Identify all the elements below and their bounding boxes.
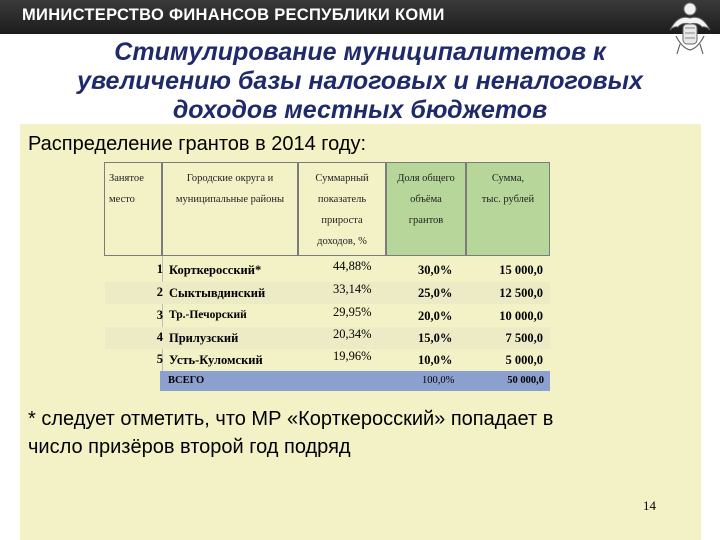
total-share: 100,0%	[422, 375, 455, 386]
total-label: ВСЕГО	[168, 375, 205, 386]
top-banner	[0, 0, 720, 34]
sum-cell: 7 500,0	[505, 331, 543, 345]
district-cell: Усть-Куломский	[169, 353, 263, 367]
indicator-cell: 29,95%	[333, 305, 372, 319]
total-row	[160, 371, 550, 391]
sum-cell: 12 500,0	[499, 286, 543, 300]
table-row	[105, 259, 550, 281]
table-row	[105, 305, 550, 327]
share-cell: 20,0%	[418, 309, 453, 323]
rank-cell: 1	[156, 262, 163, 276]
sum-cell: 10 000,0	[499, 309, 543, 323]
indicator-cell: 19,96%	[333, 349, 372, 363]
share-cell: 25,0%	[418, 286, 453, 300]
header-district: Городские округа и муниципальные районы	[162, 162, 298, 256]
district-cell: Прилузский	[169, 331, 239, 345]
share-cell: 10,0%	[418, 353, 453, 367]
sum-cell: 5 000,0	[505, 353, 543, 367]
header-indicator: Суммарный показатель прироста доходов, %	[298, 162, 386, 256]
share-cell: 15,0%	[418, 331, 453, 345]
rank-cell: 3	[156, 308, 163, 322]
district-cell: Сыктывдинский	[169, 286, 266, 300]
page-number: 14	[643, 498, 656, 513]
grants-subtitle: Распределение грантов в 2014 году:	[28, 133, 367, 155]
rank-cell: 5	[156, 352, 163, 366]
slide-title: Стимулирование муниципалитетов к увеличению базы налоговых и неналоговых доходов местных бюджетов	[77, 38, 643, 124]
footnote: * следует отметить, что МР «Корткеросский» попадает в число призёров второй год подряд	[28, 408, 554, 458]
indicator-cell: 44,88%	[333, 259, 372, 273]
table-row	[105, 327, 550, 349]
header-place: Занятое место	[104, 162, 162, 256]
district-cell: Корткеросский*	[169, 263, 262, 277]
indicator-cell: 33,14%	[333, 282, 372, 296]
sum-cell: 15 000,0	[499, 263, 543, 277]
share-cell: 30,0%	[418, 263, 453, 277]
header-sum: Сумма, тыс. рублей	[466, 162, 550, 256]
table-row	[105, 349, 550, 371]
header-share: Доля общего объёма грантов	[386, 162, 466, 256]
district-cell: Тр.-Печорский	[169, 309, 247, 321]
ministry-title: МИНИСТЕРСТВО ФИНАНСОВ РЕСПУБЛИКИ КОМИ	[22, 6, 445, 24]
total-sum: 50 000,0	[507, 375, 544, 386]
rank-cell: 4	[156, 330, 163, 344]
table-row	[105, 282, 550, 304]
indicator-cell: 20,34%	[333, 327, 372, 341]
rank-cell: 2	[156, 285, 163, 299]
